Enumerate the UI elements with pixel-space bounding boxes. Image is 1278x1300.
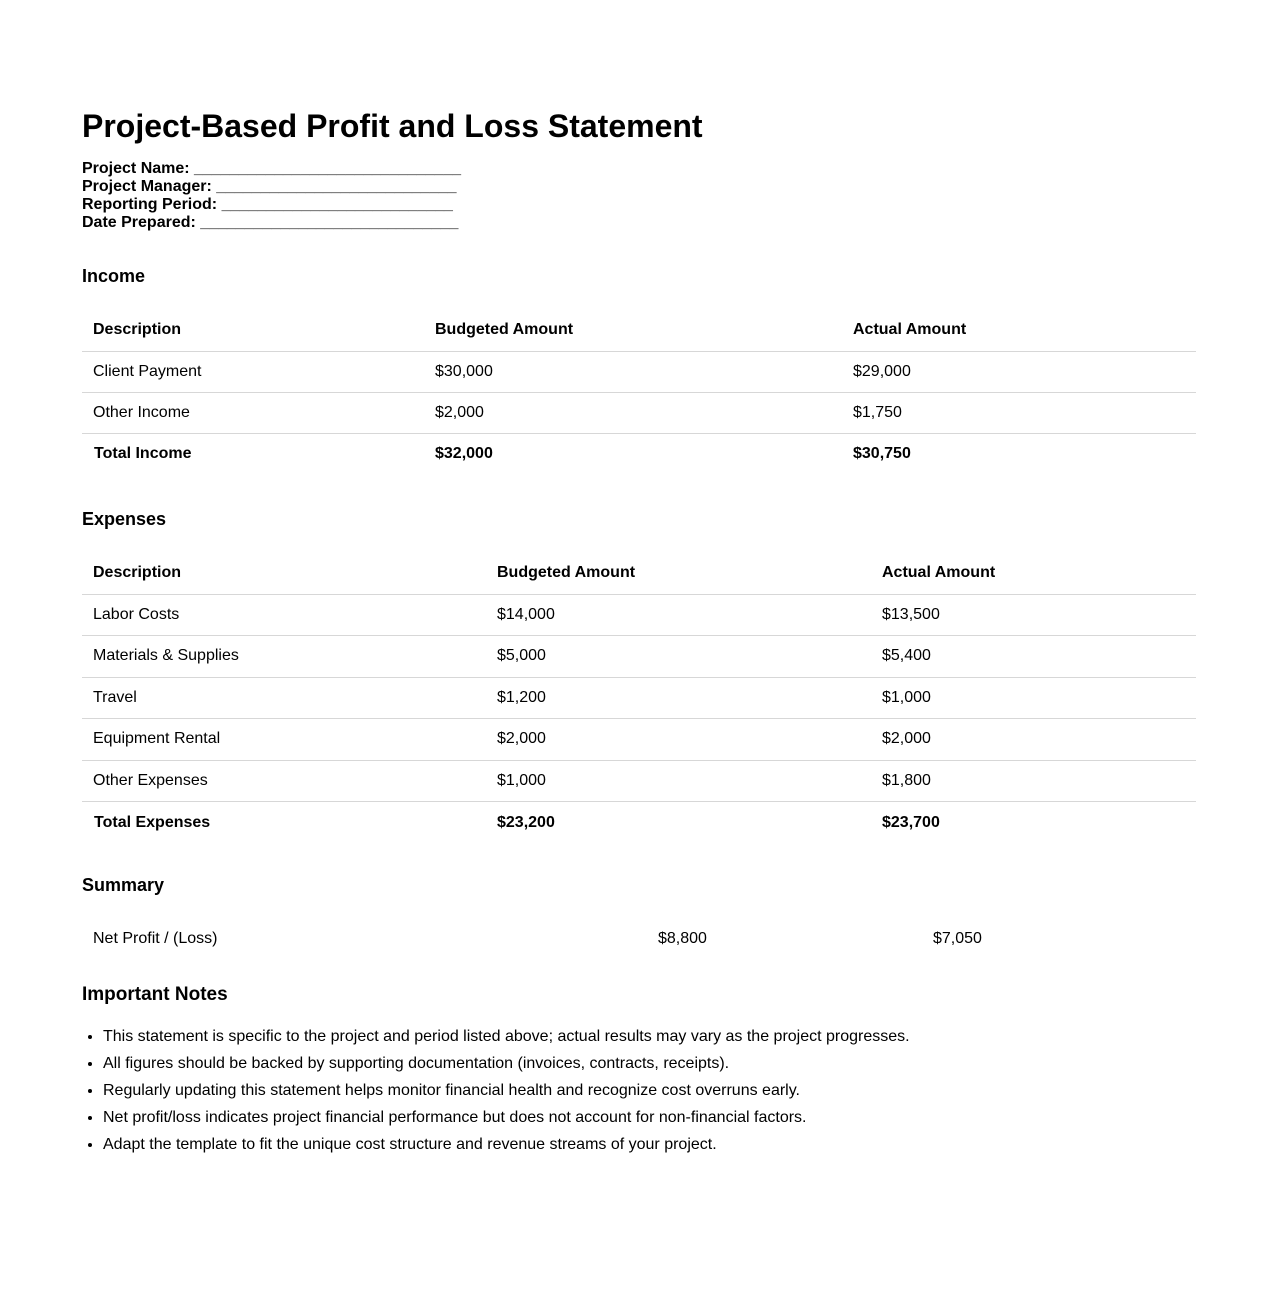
- project-manager-label: Project Manager:: [82, 178, 212, 195]
- column-header-budgeted: Budgeted Amount: [486, 552, 871, 594]
- table-header-row: [82, 552, 1196, 594]
- net-profit-row: [82, 920, 1196, 958]
- total-label-cell: Total Income: [94, 444, 192, 462]
- actual-cell: $29,000: [842, 351, 1196, 392]
- actual-cell: $2,000: [871, 719, 1196, 761]
- table-row: [82, 594, 1196, 636]
- list-item: • Regularly updating this statement helps monitor financial health and recognize cost overruns early.: [103, 1077, 910, 1104]
- income-table: [82, 309, 1196, 474]
- total-actual-cell: $23,700: [882, 813, 940, 831]
- budgeted-cell: $5,000: [486, 636, 871, 678]
- project-name-field: ______________________________: [194, 160, 461, 177]
- column-header-actual: Actual Amount: [842, 309, 1196, 351]
- notes-heading: Important Notes: [82, 984, 228, 1005]
- description-cell: Materials & Supplies: [82, 636, 486, 678]
- page-title: Project-Based Profit and Loss Statement: [82, 108, 703, 144]
- project-info-block: [82, 160, 461, 232]
- project-name-label: Project Name:: [82, 160, 190, 177]
- actual-cell: $1,000: [871, 677, 1196, 719]
- column-header-budgeted: Budgeted Amount: [424, 309, 842, 351]
- project-manager-field: ___________________________: [216, 178, 457, 195]
- project-name-row: [82, 160, 461, 178]
- description-cell: Other Expenses: [82, 760, 486, 802]
- description-cell: Labor Costs: [82, 594, 486, 636]
- list-item: • Net profit/loss indicates project financial performance but does not account for non-financial factors.: [103, 1104, 910, 1131]
- total-budgeted-cell: $32,000: [435, 444, 493, 462]
- description-cell: Client Payment: [82, 351, 424, 392]
- expenses-heading: Expenses: [82, 509, 167, 529]
- reporting-period-field: __________________________: [221, 196, 453, 213]
- table-row: [82, 760, 1196, 802]
- net-profit-label: Net Profit / (Loss): [93, 930, 218, 947]
- income-heading: Income: [82, 266, 146, 286]
- budgeted-cell: $2,000: [486, 719, 871, 761]
- table-row: [82, 636, 1196, 678]
- total-actual-cell: $30,750: [853, 444, 911, 462]
- expenses-table: [82, 552, 1196, 843]
- notes-list: [82, 1023, 910, 1158]
- budgeted-cell: $1,000: [486, 760, 871, 802]
- budgeted-cell: $2,000: [424, 392, 842, 433]
- actual-cell: $1,800: [871, 760, 1196, 802]
- table-row: [82, 351, 1196, 392]
- reporting-period-row: [82, 196, 461, 214]
- description-cell: Travel: [82, 677, 486, 719]
- list-item: • This statement is specific to the project and period listed above; actual results may vary as the project progresses.: [103, 1023, 910, 1050]
- actual-cell: $5,400: [871, 636, 1196, 678]
- date-prepared-row: [82, 214, 461, 232]
- total-income-row: [82, 433, 1196, 474]
- budgeted-cell: $30,000: [424, 351, 842, 392]
- list-item: • Adapt the template to fit the unique cost structure and revenue streams of your project.: [103, 1131, 910, 1158]
- description-cell: Equipment Rental: [82, 719, 486, 761]
- reporting-period-label: Reporting Period:: [82, 196, 218, 213]
- column-header-actual: Actual Amount: [871, 552, 1196, 594]
- table-row: [82, 719, 1196, 761]
- actual-cell: $1,750: [842, 392, 1196, 433]
- total-budgeted-cell: $23,200: [497, 813, 555, 831]
- actual-cell: $13,500: [871, 594, 1196, 636]
- total-expenses-row: [82, 802, 1196, 844]
- table-row: [82, 677, 1196, 719]
- date-prepared-label: Date Prepared:: [82, 214, 196, 231]
- column-header-description: Description: [82, 309, 424, 351]
- net-profit-actual: $7,050: [933, 930, 982, 947]
- summary-table: [82, 920, 1196, 958]
- list-item: • All figures should be backed by supporting documentation (invoices, contracts, receipts).: [103, 1050, 910, 1077]
- column-header-description: Description: [82, 552, 486, 594]
- table-row: [82, 392, 1196, 433]
- table-header-row: [82, 309, 1196, 351]
- net-profit-budgeted: $8,800: [658, 930, 707, 947]
- summary-heading: Summary: [82, 875, 165, 895]
- date-prepared-field: _____________________________: [200, 214, 459, 231]
- budgeted-cell: $14,000: [486, 594, 871, 636]
- total-label-cell: Total Expenses: [94, 813, 211, 831]
- project-manager-row: [82, 178, 461, 196]
- description-cell: Other Income: [82, 392, 424, 433]
- budgeted-cell: $1,200: [486, 677, 871, 719]
